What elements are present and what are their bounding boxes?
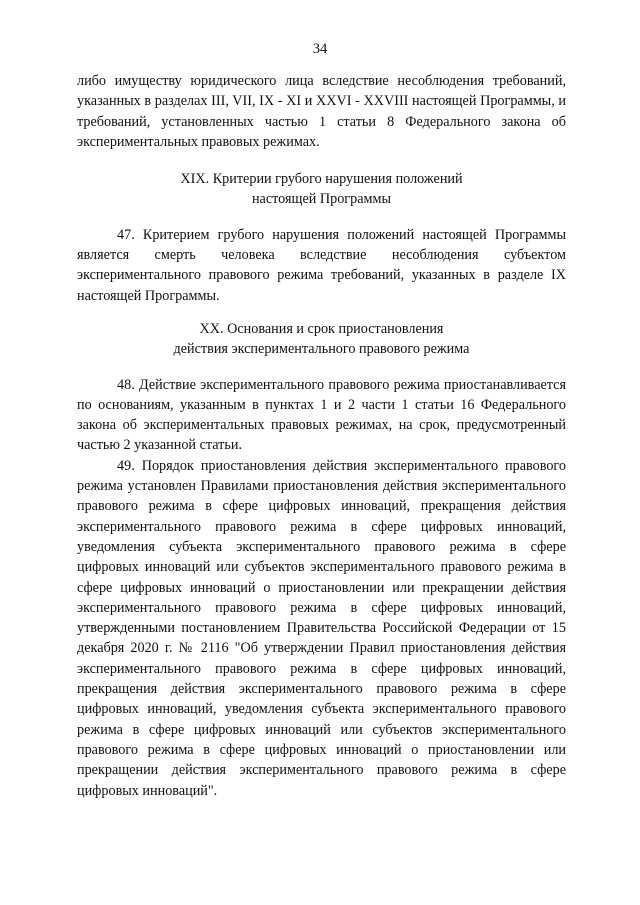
- paragraph-intro: либо имуществу юридического лица вследствие несоблюдения требований, указанных в разделах III, VII, IX - XI и XXVI - XXVIII настоящей Программы, и требований, установленных частью 1 статьи 8 Федерального закона об экспериментальных правовых режимах.: [77, 73, 566, 150]
- section-heading-xix-line1: XIX. Критерии грубого нарушения положений: [180, 171, 463, 188]
- paragraph-49: 49. Порядок приостановления действия экспериментального правового режима установлен Правилами приостановления действия экспериментального правового режима в сфере цифровых инноваций, прекращения действия экспериментального правового режима в сфере цифровых инноваций, уведомления субъекта экспериментального правового режима в сфере цифровых инноваций или субъектов экспериментального правового режима в сфере цифровых инноваций о приостановлении или прекращении действия экспериментального правового режима в сфере цифровых инноваций, утвержденными постановлением Правительства Российской Федерации от 15 декабря 2020 г. № 2116 "Об утверждении Правил приостановления действия экспериментального правового режима в сфере цифровых инноваций, прекращения действия экспериментального правового режима в сфере цифровых инноваций, уведомления субъекта экспериментального правового режима в сфере цифровых инноваций или субъектов экспериментального правового режима в сфере цифровых инноваций о приостановлении или прекращении действия экспериментального правового режима в сфере цифровых инноваций".: [77, 457, 566, 799]
- paragraph-48: 48. Действие экспериментального правового режима приостанавливается по основаниям, указанным в пунктах 1 и 2 части 1 статьи 16 Федерального закона об экспериментальных правовых режимах, на срок, предусмотренный частью 2 указанной статьи.: [77, 376, 566, 454]
- section-heading-xix: [77, 169, 566, 210]
- page-number: 34: [312, 41, 328, 57]
- page-content: [77, 71, 566, 801]
- section-heading-xx-line2: действия экспериментального правового режима: [173, 341, 470, 358]
- section-heading-xix-line2: настоящей Программы: [251, 191, 392, 208]
- section-heading-xx-line1: XX. Основания и срок приостановления: [199, 320, 444, 337]
- paragraph-47: 47. Критерием грубого нарушения положений настоящей Программы является смерть человека вследствие несоблюдения субъектом экспериментального правового режима требований, указанных в разделе IX настоящей Программы.: [77, 226, 566, 304]
- section-heading-xx: [77, 319, 566, 360]
